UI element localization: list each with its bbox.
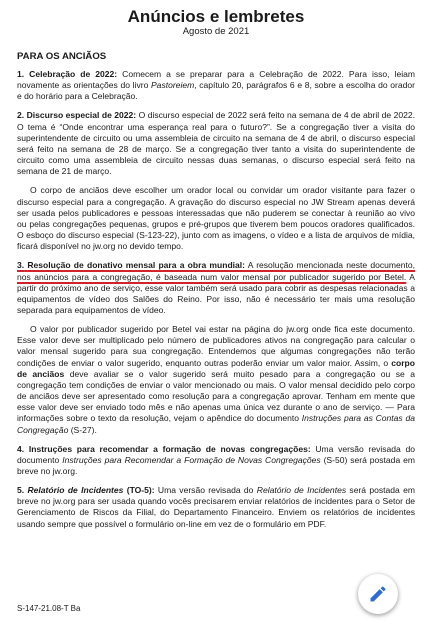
item-1-paragraph: 1. Celebração de 2022: Comecem a se preparar para a Celebração de 2022. Para isso, leiam novamente as orientações do livro Pastoreiem, capítulo 20, parágrafos 6 e 8, sobre a escolha do orador e do horário para a Celebração. [17,69,415,102]
document-date: Agosto de 2021 [182,26,250,37]
section-heading: PARA OS ANCIÃOS [17,51,107,62]
document-code: S-147-21.08-T Ba [17,604,81,613]
item-3-paragraph-2: O valor por publicador sugerido por Betel vai estar na página do jw.org onde fica este documento. Esse valor deve ser multiplicado pelo número de publicadores ativos na congregação para calcular o valor mensal sugerido para sua congregação. Entendemos que algumas congregações não terão condições de enviar o valor sugerido, enquanto outras poderão enviar um valor maior. Assim, o corpo de anciãos deve avaliar se o valor sugerido será muito pesado para a congregação ou se a congregação tem condições de enviar o valor mencionado ou mais. O valor mensal decidido pelo corpo de anciãos deve ser apresentado como resolução para a congregação aprovar. Tenham em mente que esse valor deve ser enviado todo mês e não apenas uma única vez durante o ano de serviço. — Para informações sobre o texto da resolução, vejam o apêndice do documento Instruções para as Contas da Congregação (S-27). [17,324,415,435]
item-4-heading: 4. Instruções para recomendar a formação de novas congregações: [17,443,311,454]
pencil-icon [368,584,388,604]
item-4-paragraph: 4. Instruções para recomendar a formação de novas congregações: Uma versão revisada do documento Instruções para Recomendar a Formação de Novas Congregações (S-50) será postada em breve no jw.org. [17,443,415,476]
item-3-paragraph: 3. Resolução de donativo mensal para a obra mundial: A resolução mencionada neste documento, nos anúncios para a congregação, é baseada num valor mensal por publicador sugerido por Betel. A partir do próximo ano de serviço, esse valor também será usado para cobrir as despesas relacionadas a equipamentos de vídeo dos Salões do Reino. Por isso, não é necessário ter mais uma resolução separada para equipamentos de vídeo. [17,260,416,315]
item-2-heading: 2. Discurso especial de 2022: [17,110,137,121]
document-title: Anúncios e lembretes [127,7,305,26]
item-5-heading: 5. Relatório de Incidentes (TO-5): [17,485,155,496]
document-page [17,7,415,538]
item-2-paragraph: 2. Discurso especial de 2022: O discurso especial de 2022 será feito na semana de 4 de abril de 2022. O tema é “Onde encontrar uma esperança real para o futuro?”. Se a congregação tiver a visita do superintendente de circuito ou uma assembleia de circuito na semana de 4 de abril, o discurso especial será feito na semana de 28 de março. Se a congregação tiver tanto a visita do superintendente de circuito como uma assembleia de circuito nessas duas semanas, o discurso especial será feito na semana de 21 de março. [17,110,415,177]
item-2-paragraph-2: O corpo de anciãos deve escolher um orador local ou convidar um orador visitante para fazer o discurso especial para a congregação. A gravação do discurso especial no JW Stream apenas deverá ser usada pelos publicadores e pessoas interessadas que não puderem se conectar à reunião ao vivo ou pelas congregações pequenas, grupos e pré-grupos que tiverem bem poucos oradores qualificados. O esboço do discurso especial (S-123-22), junto com as imagens, o vídeo e a lista de arquivos de mídia, ficará disponível no jw.org no devido tempo. [17,185,415,252]
item-5-paragraph: 5. Relatório de Incidentes (TO-5): Uma versão revisada do Relatório de Incidentes será postada em breve no jw.org para ser usada quando vocês precisarem enviar relatórios de incidentes para o Setor de Gerenciamento de Riscos da Filial, do Departamento Financeiro. Enviem os relatórios de incidentes usando sempre que possível o formulário on-line em vez de o formulário em PDF. [17,485,415,529]
edit-fab-button[interactable] [358,574,398,614]
item-3-underlined-text: 3. Resolução de donativo mensal para a obra mundial: A resolução mencionada neste documento, nos anúncios para a congregação, é baseada num valor mensal por publicador sugerido por Betel. [17,260,416,282]
item-1-heading: 1. Celebração de 2022: [17,69,118,79]
